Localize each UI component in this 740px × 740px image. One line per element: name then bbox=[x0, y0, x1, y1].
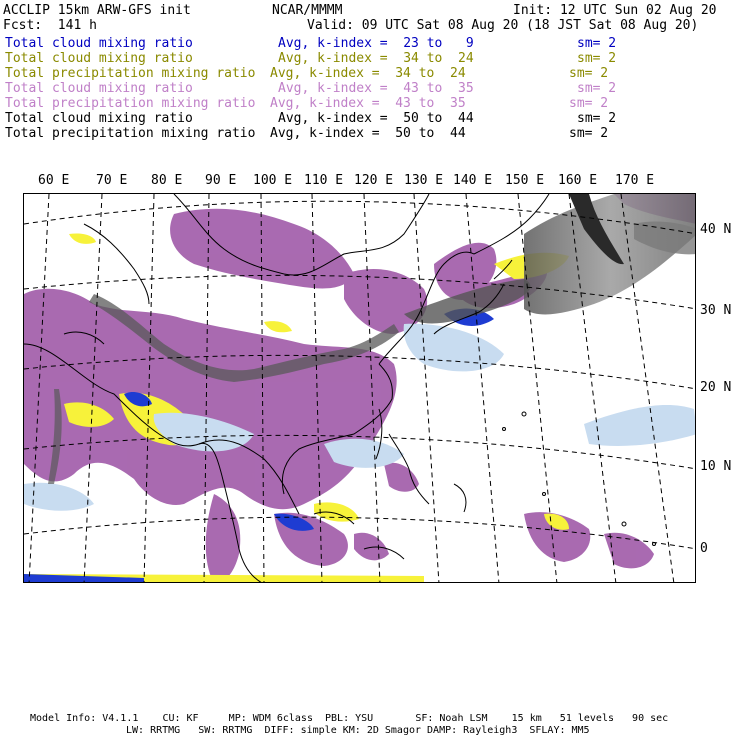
legend-row-3-avg: Avg, k-index = 34 to 24 bbox=[270, 66, 466, 81]
legend-row-5-avg: Avg, k-index = 43 to 35 bbox=[270, 96, 466, 111]
legend-row-1-sm: sm= 2 bbox=[577, 36, 617, 51]
lon-label-160e: 160 E bbox=[558, 173, 598, 188]
lon-label-70e: 70 E bbox=[96, 173, 128, 188]
lat-label-10n: 10 N bbox=[700, 459, 732, 474]
model-title: ACCLIP 15km ARW-GFS init bbox=[3, 3, 191, 18]
legend-row-5-sm: sm= 2 bbox=[569, 96, 609, 111]
lon-label-110e: 110 E bbox=[304, 173, 344, 188]
legend-row-4-avg: Avg, k-index = 43 to 35 bbox=[278, 81, 474, 96]
legend-row-4-sm: sm= 2 bbox=[577, 81, 617, 96]
legend-row-5-field: Total precipitation mixing ratio bbox=[5, 96, 256, 111]
forecast-hour: Fcst: 141 h bbox=[3, 18, 97, 33]
legend-row-2-avg: Avg, k-index = 34 to 24 bbox=[278, 51, 474, 66]
legend-row-1-field: Total cloud mixing ratio bbox=[5, 36, 193, 51]
lon-label-130e: 130 E bbox=[404, 173, 444, 188]
valid-time: Valid: 09 UTC Sat 08 Aug 20 (18 JST Sat 08 Aug 20) bbox=[307, 18, 699, 33]
legend-row-3-sm: sm= 2 bbox=[569, 66, 609, 81]
lon-label-80e: 80 E bbox=[151, 173, 183, 188]
lon-label-100e: 100 E bbox=[253, 173, 293, 188]
legend-row-7-field: Total precipitation mixing ratio bbox=[5, 126, 256, 141]
map-canvas bbox=[24, 194, 696, 583]
model-info-line-2: LW: RRTMG SW: RRTMG DIFF: simple KM: 2D Smagor DAMP: Rayleigh3 SFLAY: MM5 bbox=[126, 725, 590, 736]
legend-row-7-sm: sm= 2 bbox=[569, 126, 609, 141]
organization-label: NCAR/MMMM bbox=[272, 3, 343, 18]
lat-label-40n: 40 N bbox=[700, 222, 732, 237]
legend-row-3-field: Total precipitation mixing ratio bbox=[5, 66, 256, 81]
legend-row-6-field: Total cloud mixing ratio bbox=[5, 111, 193, 126]
lon-label-120e: 120 E bbox=[354, 173, 394, 188]
lon-label-140e: 140 E bbox=[453, 173, 493, 188]
lon-label-170e: 170 E bbox=[615, 173, 655, 188]
init-time: Init: 12 UTC Sun 02 Aug 20 bbox=[513, 3, 717, 18]
lon-label-60e: 60 E bbox=[38, 173, 70, 188]
lon-label-90e: 90 E bbox=[205, 173, 237, 188]
legend-row-6-avg: Avg, k-index = 50 to 44 bbox=[278, 111, 474, 126]
lat-label-30n: 30 N bbox=[700, 303, 732, 318]
lat-label-20n: 20 N bbox=[700, 380, 732, 395]
legend-row-6-sm: sm= 2 bbox=[577, 111, 617, 126]
legend-row-2-sm: sm= 2 bbox=[577, 51, 617, 66]
legend-row-1-avg: Avg, k-index = 23 to 9 bbox=[278, 36, 474, 51]
legend-row-7-avg: Avg, k-index = 50 to 44 bbox=[270, 126, 466, 141]
map-panel bbox=[23, 193, 696, 583]
model-info-line-1: Model Info: V4.1.1 CU: KF MP: WDM 6class PBL: YSU SF: Noah LSM 15 km 51 levels 90 sec bbox=[30, 713, 669, 724]
legend-row-4-field: Total cloud mixing ratio bbox=[5, 81, 193, 96]
lat-label-0: 0 bbox=[700, 541, 708, 556]
legend-row-2-field: Total cloud mixing ratio bbox=[5, 51, 193, 66]
lon-label-150e: 150 E bbox=[505, 173, 545, 188]
